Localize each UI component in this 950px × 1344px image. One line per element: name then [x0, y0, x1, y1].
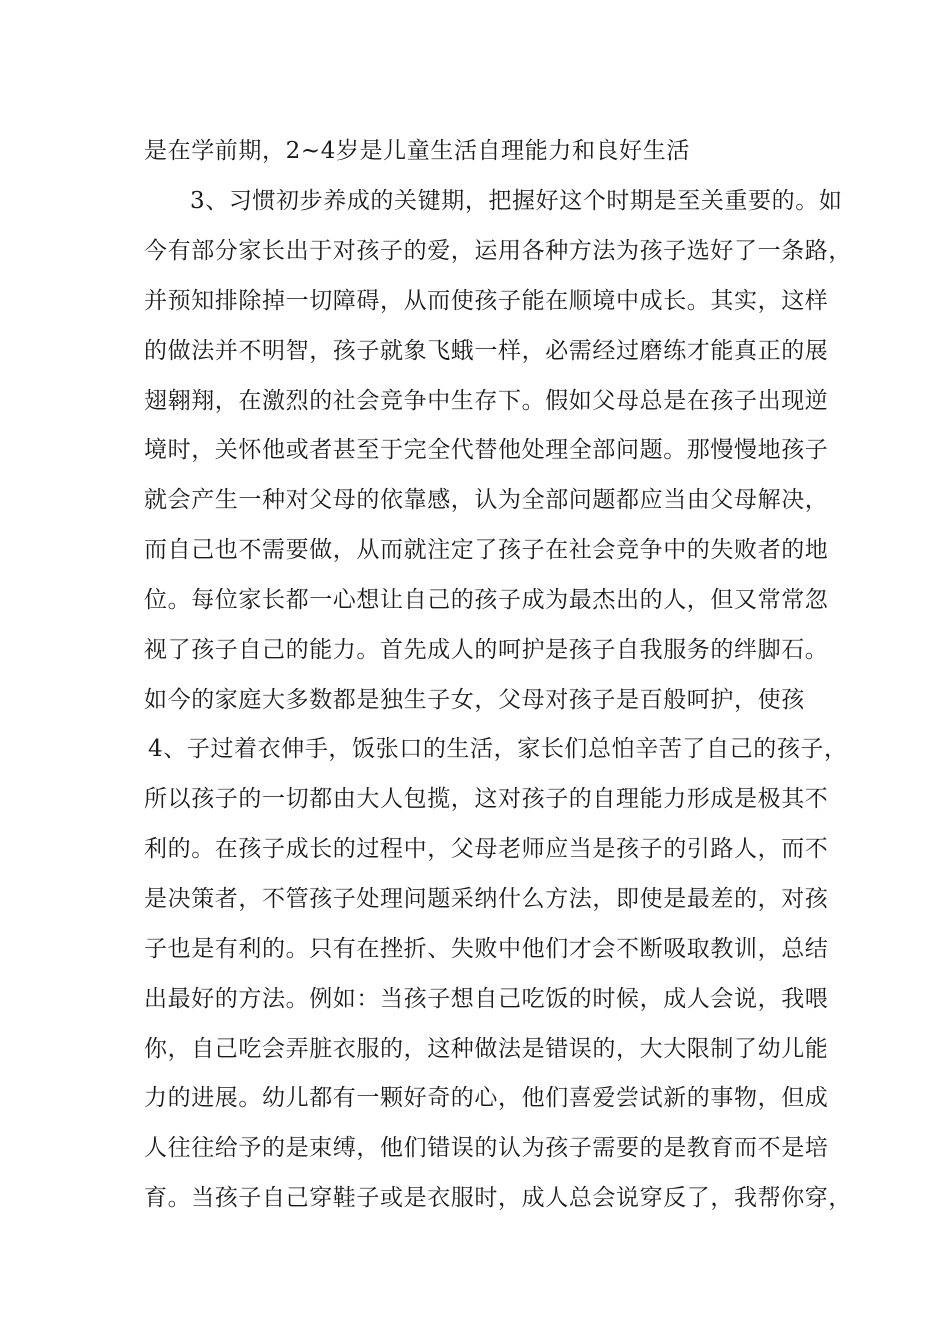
text-line-17: 子也是有利的。只有在挫折、失败中他们才会不断吸取教训，总结 [144, 936, 829, 962]
text-line-11: 视了孩子自己的能力。首先成人的呵护是孩子自我服务的绊脚石。 [144, 637, 829, 663]
text-line-22: 育。当孩子自己穿鞋子或是衣服时，成人总会说穿反了，我帮你穿， [144, 1185, 852, 1211]
text-line-20: 力的进展。幼儿都有一颗好奇的心，他们喜爱尝试新的事物，但成 [144, 1085, 829, 1111]
text-line-1: 是在学前期，2~4岁是儿童生活自理能力和良好生活 [144, 138, 690, 164]
text-line-9: 而自己也不需要做，从而就注定了孩子在社会竞争中的失败者的地 [144, 537, 829, 563]
text-line-14: 所以孩子的一切都由大人包揽，这对孩子的自理能力形成是极其不 [144, 786, 829, 812]
text-line-3: 今有部分家长出于对孩子的爱，运用各种方法为孩子选好了一条路， [144, 238, 852, 264]
text-line-4: 并预知排除掉一切障碍，从而使孩子能在顺境中成长。其实，这样 [144, 288, 829, 314]
text-line-8: 就会产生一种对父母的依靠感，认为全部问题都应当由父母解决， [144, 487, 829, 513]
text-line-19: 你，自己吃会弄脏衣服的，这种做法是错误的，大大限制了幼儿能 [144, 1036, 829, 1062]
text-line-6: 翅翱翔，在激烈的社会竞争中生存下。假如父母总是在孩子出现逆 [144, 388, 829, 414]
text-line-2: 3、习惯初步养成的关键期，把握好这个时期是至关重要的。如 [190, 188, 843, 214]
text-line-12: 如今的家庭大多数都是独生子女，父母对孩子是百般呵护，使孩 [144, 687, 805, 713]
text-line-18: 出最好的方法。例如：当孩子想自己吃饭的时候，成人会说，我喂 [144, 986, 829, 1012]
text-line-7: 境时，关怀他或者甚至于完全代替他处理全部问题。那慢慢地孩子 [144, 437, 829, 463]
text-line-15: 利的。在孩子成长的过程中，父母老师应当是孩子的引路人，而不 [144, 836, 829, 862]
text-line-13: 4、子过着衣伸手，饭张口的生活，家长们总怕辛苦了自己的孩子， [148, 736, 848, 762]
text-line-5: 的做法并不明智，孩子就象飞蛾一样，必需经过磨练才能真正的展 [144, 338, 829, 364]
text-line-10: 位。每位家长都一心想让自己的孩子成为最杰出的人，但又常常忽 [144, 587, 829, 613]
text-line-16: 是决策者，不管孩子处理问题采纳什么方法，即使是最差的，对孩 [144, 886, 829, 912]
text-line-21: 人往往给予的是束缚，他们错误的认为孩子需要的是教育而不是培 [144, 1135, 829, 1161]
